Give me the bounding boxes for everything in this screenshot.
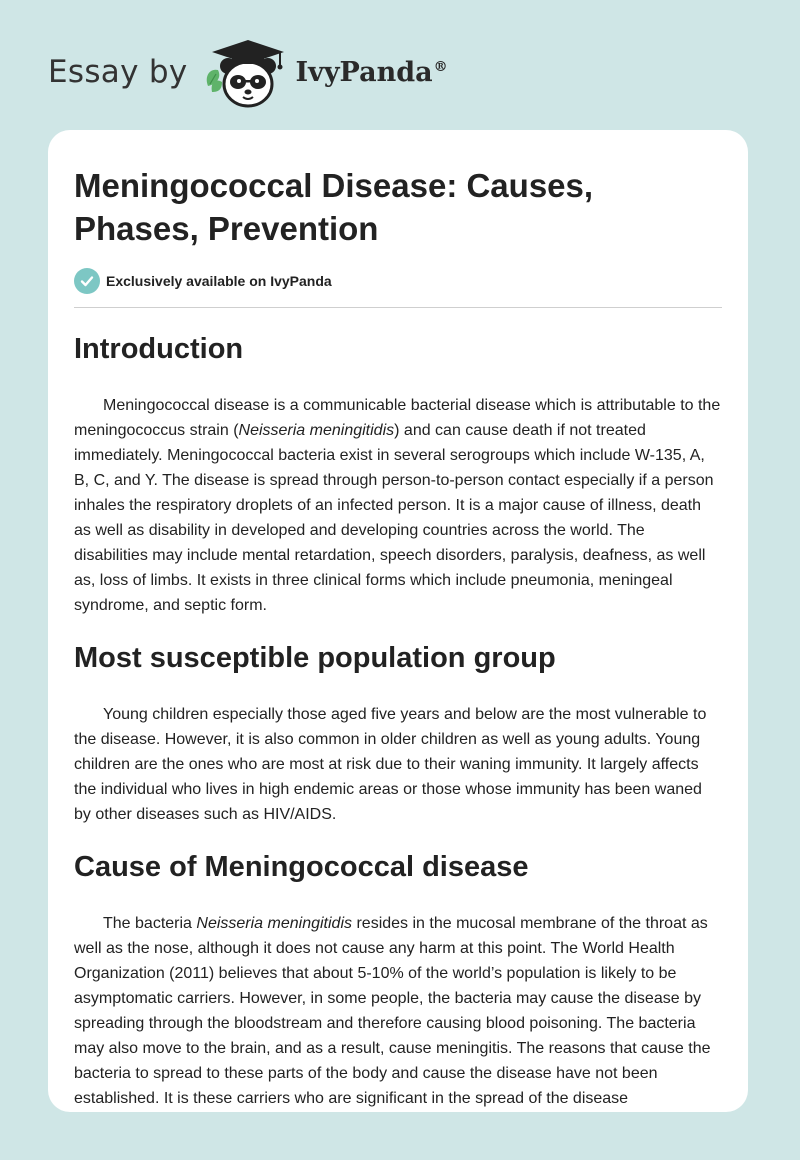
paragraph-text: Meningococcal disease is a communicable bacterial disease which is attributable to the meningococcus strain (: [74, 397, 721, 439]
article-title: Meningococcal Disease: Causes, Phases, Prevention: [74, 167, 594, 247]
brand-name-text: IvyPanda: [295, 56, 433, 88]
section-heading-susceptible: Most susceptible population group: [74, 642, 556, 674]
exclusive-badge: [74, 267, 722, 295]
section-heading-introduction: Introduction: [74, 333, 244, 365]
species-name: Neisseria meningitidis: [238, 422, 395, 439]
exclusive-text: Exclusively available on IvyPanda: [106, 273, 332, 289]
paragraph-text: The bacteria: [103, 915, 197, 932]
species-name: Neisseria meningitidis: [196, 915, 353, 932]
paragraph-cause: [74, 911, 722, 1111]
panda-logo-icon[interactable]: [202, 32, 294, 112]
registered-mark: ®: [433, 58, 448, 75]
brand-name[interactable]: [296, 57, 448, 88]
article-card: [48, 130, 748, 1112]
paragraph-text: ) and can cause death if not treated immediately. Meningococcal bacteria exist in several serogroups which include W-135, A, B, C, and Y. The disease is spread through person-to-person contact especially if a person inhales the respiratory droplets of an infected person. It is a major cause of illness, death as well as disability in developed and developing countries across the world. The disabilities may include mental retardation, speech disorders, paralysis, deafness, as well as, loss of limbs. It exists in three clinical forms which include pneumonia, meningeal syndrome, and septic form.: [74, 422, 714, 614]
essay-by-label: Essay by: [48, 54, 188, 90]
brand-header: [48, 32, 448, 112]
section-heading-cause: Cause of Meningococcal disease: [74, 851, 529, 883]
paragraph-introduction: [74, 393, 722, 618]
paragraph-susceptible: Young children especially those aged five years and below are the most vulnerable to the disease. However, it is also common in older children as well as young adults. Young children are the ones who are most at risk due to their waning immunity. It largely affects the individual who lives in high endemic areas or those whose immunity has been waned by other diseases such as HIV/AIDS.: [74, 706, 707, 823]
check-circle-icon: [74, 268, 100, 294]
paragraph-text: resides in the mucosal membrane of the throat as well as the nose, although it does not cause any harm at this point. The World Health Organization (2011) believes that about 5-10% of the world’s population is likely to be asymptomatic carriers. However, in some people, the bacteria may cause the disease by spreading through the bloodstream and therefore causing blood poisoning. The bacteria may also move to the brain, and as a result, cause meningitis. The reasons that cause the bacteria to spread to these parts of the body and cause the disease have not been established. It is these carriers who are significant in the spread of the disease: [74, 915, 711, 1107]
divider: [74, 307, 722, 308]
